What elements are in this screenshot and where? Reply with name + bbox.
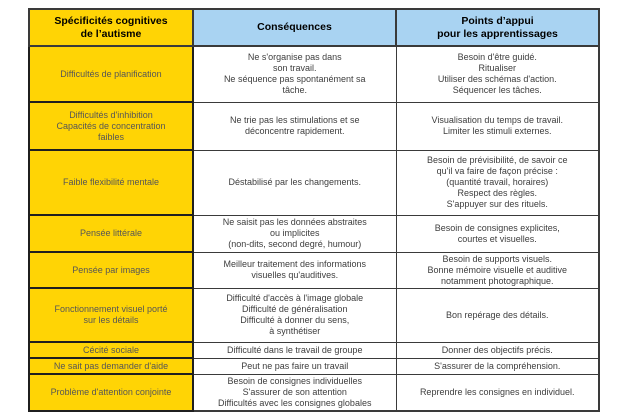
cell-line: à synthétiser: [269, 326, 321, 336]
cell-line: Respect des règles.: [457, 188, 538, 198]
cell-line: Difficulté de généralisation: [242, 304, 348, 314]
table-row: [29, 46, 599, 102]
cell-line: son travail.: [272, 63, 317, 74]
table-row: [29, 342, 599, 358]
cell-line: Ne séquence pas spontanément sa: [223, 74, 366, 85]
cell-line: Cécité sociale: [82, 344, 140, 355]
cell-line: tâche.: [282, 85, 308, 96]
cell-line: Fonctionnement visuel porté: [54, 304, 168, 314]
cell-line: Besoin de consignes explicites,: [434, 222, 560, 233]
cell-line: S'assurer de la compréhension.: [434, 360, 561, 371]
cell-line: sur les détails: [83, 315, 139, 325]
cell-line: notamment photographique.: [440, 275, 554, 286]
table-header: [29, 9, 599, 46]
consequences-cell: [193, 215, 396, 252]
cell-line: S'assurer de son attention: [242, 386, 347, 397]
cell-line: Difficulté à donner du sens,: [240, 315, 350, 325]
consequences-cell: [193, 374, 396, 411]
cell-line: (non-dits, second degré, humour): [228, 239, 362, 249]
header-supports: [396, 9, 599, 46]
table-row: [29, 215, 599, 252]
cell-line: (quantité travail, horaires): [446, 177, 549, 187]
header-line: pour les apprentissages: [437, 27, 558, 40]
cell-line: Ne s'organise pas dans: [247, 52, 342, 63]
consequences-cell: [193, 342, 396, 358]
consequences-cell: [193, 46, 396, 102]
cell-line: Peut ne pas faire un travail: [241, 360, 349, 371]
cell-line: Besoin de supports visuels.: [442, 253, 553, 264]
consequences-cell: [193, 288, 396, 342]
consequences-cell: [193, 102, 396, 150]
table-row: [29, 374, 599, 411]
header-line: de l’autisme: [80, 27, 142, 40]
cell-line: Besoin de prévisibilité, de savoir ce: [426, 155, 568, 165]
cell-line: Pensée littérale: [79, 228, 143, 238]
cell-line: Reprendre les consignes en individuel.: [419, 386, 575, 397]
cell-line: Donner des objectifs précis.: [441, 344, 553, 355]
supports-cell: [396, 374, 599, 411]
cell-line: ou implicites: [269, 228, 320, 238]
cell-line: S'appuyer sur des rituels.: [446, 199, 548, 209]
cell-line: qu'il va faire de façon précise :: [436, 166, 558, 176]
supports-cell: [396, 252, 599, 288]
consequences-cell: [193, 252, 396, 288]
cell-line: Difficulté dans le travail de groupe: [227, 344, 363, 355]
cell-line: Pensée par images: [72, 264, 150, 275]
specificity-cell: [29, 358, 193, 374]
header-specificities: [29, 9, 193, 46]
table-row: [29, 288, 599, 342]
specificity-cell: [29, 102, 193, 150]
cell-line: Utiliser des schémas d'action.: [437, 74, 557, 85]
cell-line: Capacités de concentration: [56, 120, 166, 131]
table-row: [29, 102, 599, 150]
header-consequences: [193, 9, 396, 46]
cell-line: Bon repérage des détails.: [445, 309, 549, 320]
specificity-cell: [29, 374, 193, 411]
cell-line: Problème d'attention conjointe: [50, 386, 172, 397]
cell-line: Difficultés de planification: [60, 68, 162, 79]
table-row: [29, 252, 599, 288]
header-line: Points d’appui: [461, 14, 534, 27]
specificity-cell: [29, 150, 193, 215]
cell-line: Besoin de consignes individuelles: [227, 375, 363, 386]
supports-cell: [396, 342, 599, 358]
consequences-cell: [193, 150, 396, 215]
supports-cell: [396, 288, 599, 342]
header-line: Conséquences: [257, 21, 332, 33]
supports-cell: [396, 150, 599, 215]
cell-line: Meilleur traitement des informations: [223, 259, 367, 269]
cell-line: Faible flexibilité mentale: [62, 177, 160, 187]
cell-line: Visualisation du temps de travail.: [431, 115, 563, 125]
table-row: [29, 358, 599, 374]
autism-cognition-table: [28, 8, 600, 412]
cell-line: Bonne mémoire visuelle et auditive: [427, 264, 568, 275]
header-row: [29, 9, 599, 46]
cell-line: déconcentre rapidement.: [244, 126, 345, 136]
consequences-cell: [193, 358, 396, 374]
specificity-cell: [29, 252, 193, 288]
specificity-cell: [29, 215, 193, 252]
cell-line: Difficulté d'accès à l'image globale: [226, 293, 364, 303]
cell-line: Séquencer les tâches.: [452, 85, 542, 96]
cell-line: Difficultés avec les consignes globales: [218, 397, 372, 408]
specificity-cell: [29, 342, 193, 358]
cell-line: Limiter les stimuli externes.: [442, 126, 552, 136]
header-line: Spécificités cognitives: [54, 14, 168, 27]
cell-line: courtes et visuelles.: [457, 233, 537, 244]
supports-cell: [396, 102, 599, 150]
cell-line: visuelles qu'auditives.: [251, 270, 339, 280]
cell-line: Ne trie pas les stimulations et se: [229, 115, 360, 125]
cell-line: Ritualiser: [478, 63, 516, 74]
supports-cell: [396, 215, 599, 252]
cell-line: Déstabilisé par les changements.: [228, 177, 362, 187]
specificity-cell: [29, 288, 193, 342]
supports-cell: [396, 358, 599, 374]
table-row: [29, 150, 599, 215]
supports-cell: [396, 46, 599, 102]
cell-line: Ne saisit pas les données abstraites: [222, 217, 367, 227]
cell-line: Besoin d'être guidé.: [457, 52, 537, 63]
specificity-cell: [29, 46, 193, 102]
cell-line: Ne sait pas demander d'aide: [53, 360, 169, 371]
cell-line: Difficultés d'inhibition: [69, 109, 153, 120]
table-body: [29, 46, 599, 411]
cell-line: faibles: [97, 131, 124, 142]
